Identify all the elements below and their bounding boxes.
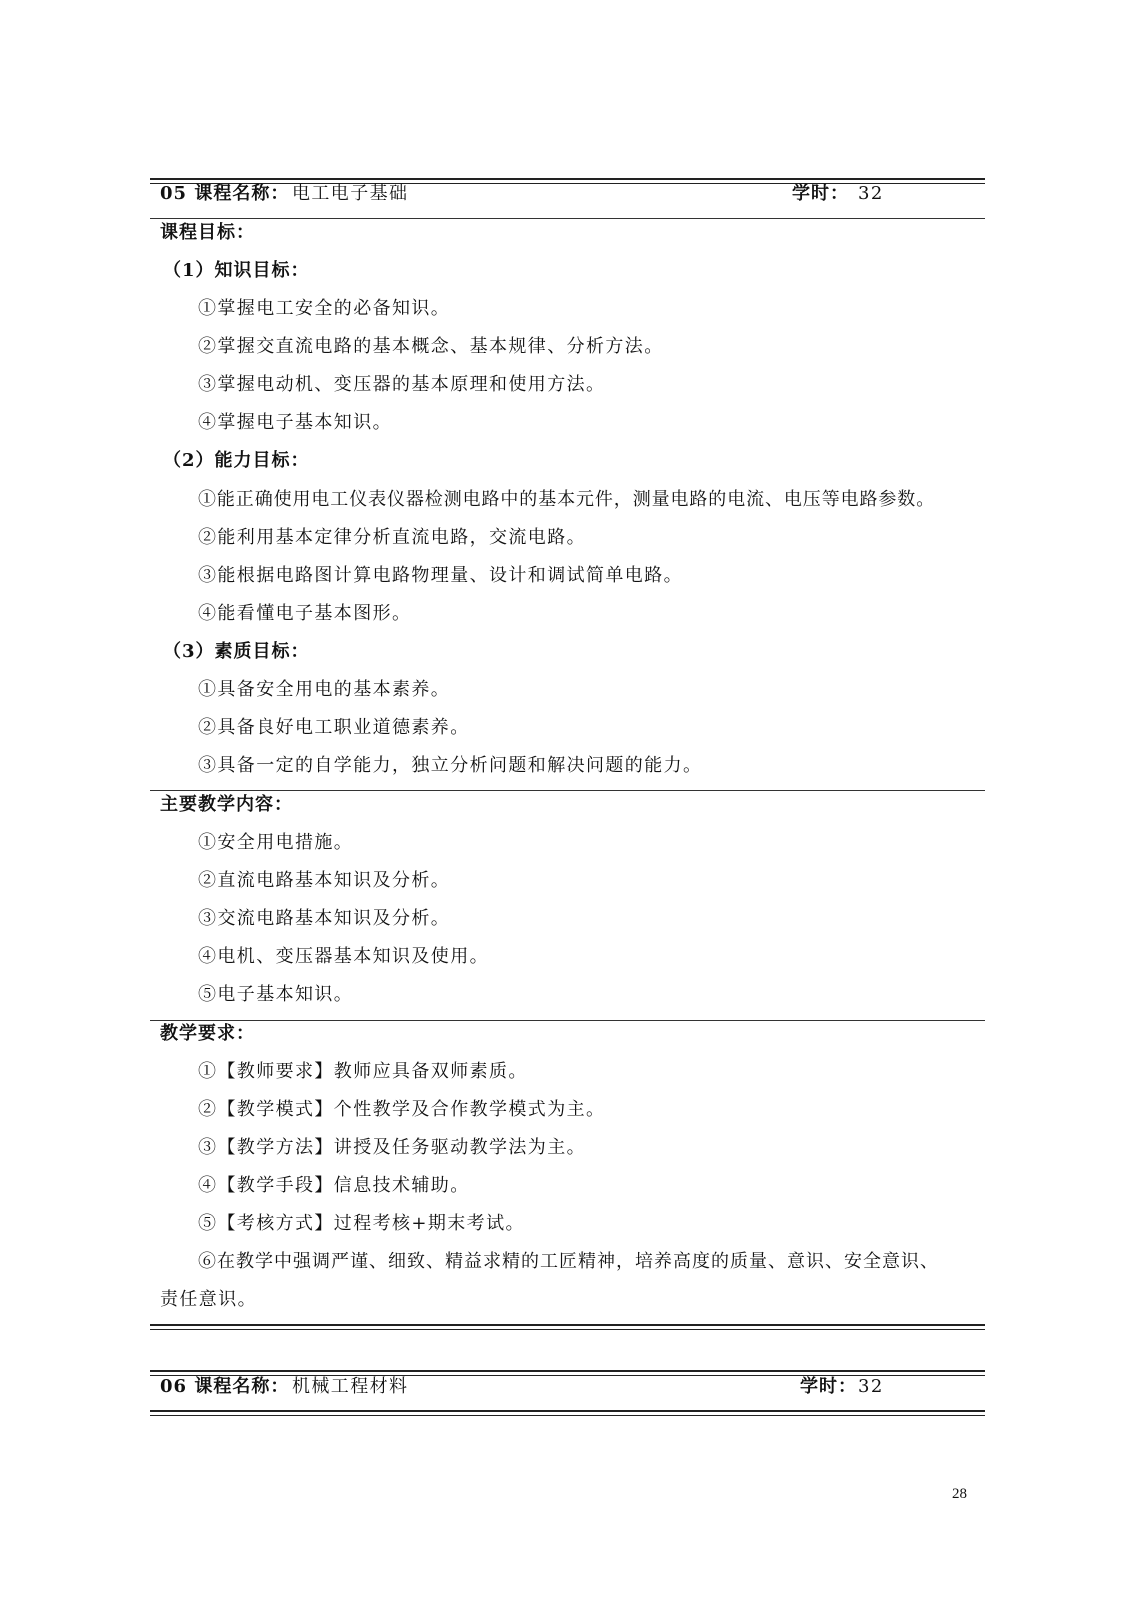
course05-name-label: 05 课程名称： bbox=[160, 183, 290, 204]
page-number: 28 bbox=[952, 1486, 967, 1502]
header-divider bbox=[150, 218, 985, 219]
ability-heading: （2）能力目标： bbox=[163, 450, 310, 471]
requirement-item: ②【教学模式】个性教学及合作教学模式为主。 bbox=[198, 1099, 606, 1120]
content-heading: 主要教学内容： bbox=[160, 794, 293, 815]
ability-item: ③能根据电路图计算电路物理量、设计和调试简单电路。 bbox=[198, 565, 683, 586]
quality-item: ③具备一定的自学能力，独立分析问题和解决问题的能力。 bbox=[198, 755, 703, 776]
course06-hours-value: 32 bbox=[858, 1376, 884, 1397]
bottom-double-rule bbox=[150, 1324, 985, 1330]
content-item: ②直流电路基本知识及分析。 bbox=[198, 870, 451, 891]
quality-item: ②具备良好电工职业道德素养。 bbox=[198, 717, 470, 738]
content-item: ③交流电路基本知识及分析。 bbox=[198, 908, 451, 929]
requirement-item: ①【教师要求】教师应具备双师素质。 bbox=[198, 1061, 528, 1082]
course05-hours-value: 32 bbox=[858, 183, 884, 204]
knowledge-heading: （1）知识目标： bbox=[163, 260, 310, 281]
ability-item: ②能利用基本定律分析直流电路，交流电路。 bbox=[198, 527, 586, 548]
course06-hours-label: 学时： bbox=[800, 1376, 857, 1397]
requirement-item: ③【教学方法】讲授及任务驱动教学法为主。 bbox=[198, 1137, 586, 1158]
requirement-item: ⑥在教学中强调严谨、细致、精益求精的工匠精神，培养高度的质量、意识、安全意识、 bbox=[198, 1251, 939, 1272]
course05-hours-label: 学时： bbox=[792, 183, 849, 204]
section-divider bbox=[150, 790, 985, 791]
requirements-heading: 教学要求： bbox=[160, 1023, 255, 1044]
knowledge-item: ②掌握交直流电路的基本概念、基本规律、分析方法。 bbox=[198, 336, 664, 357]
requirement-item: ④【教学手段】信息技术辅助。 bbox=[198, 1175, 470, 1196]
knowledge-item: ③掌握电动机、变压器的基本原理和使用方法。 bbox=[198, 374, 606, 395]
requirement-item: ⑤【考核方式】过程考核+期末考试。 bbox=[198, 1213, 525, 1234]
requirement-item-continuation: 责任意识。 bbox=[160, 1289, 257, 1310]
knowledge-item: ①掌握电工安全的必备知识。 bbox=[198, 298, 451, 319]
course05-name-value: 电工电子基础 bbox=[292, 183, 409, 204]
ability-item: ①能正确使用电工仪表仪器检测电路中的基本元件，测量电路的电流、电压等电路参数。 bbox=[198, 489, 936, 510]
content-item: ①安全用电措施。 bbox=[198, 832, 354, 853]
content-item: ⑤电子基本知识。 bbox=[198, 984, 354, 1005]
ability-item: ④能看懂电子基本图形。 bbox=[198, 603, 412, 624]
content-item: ④电机、变压器基本知识及使用。 bbox=[198, 946, 489, 967]
quality-heading: （3）素质目标： bbox=[163, 641, 310, 662]
course06-name-label: 06 课程名称： bbox=[160, 1376, 290, 1397]
knowledge-item: ④掌握电子基本知识。 bbox=[198, 412, 392, 433]
quality-item: ①具备安全用电的基本素养。 bbox=[198, 679, 451, 700]
course06-bottom-rule bbox=[150, 1410, 985, 1416]
objectives-heading: 课程目标： bbox=[160, 222, 255, 243]
section-divider bbox=[150, 1020, 985, 1021]
course06-name-value: 机械工程材料 bbox=[292, 1376, 409, 1397]
